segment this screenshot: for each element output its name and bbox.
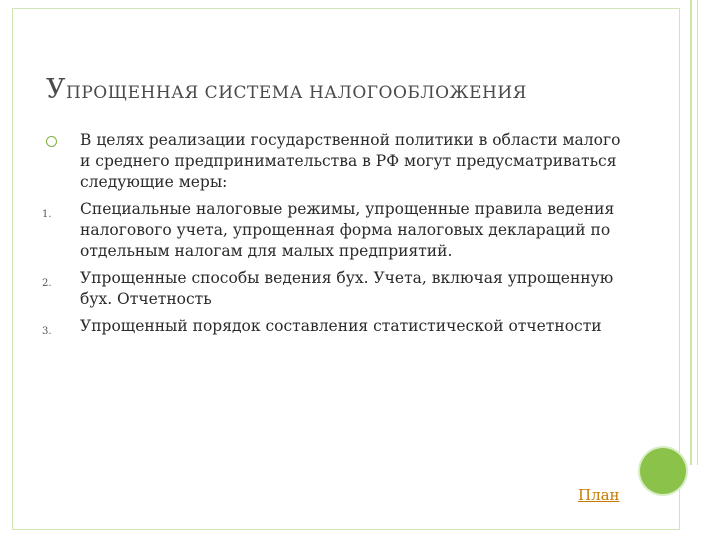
list-number: 1. [42, 209, 52, 220]
frame-decoration [690, 0, 692, 465]
list-item [42, 199, 632, 262]
green-circle-decoration [640, 448, 686, 494]
slide-title [46, 74, 666, 105]
circle-bullet-icon [46, 136, 57, 147]
frame-decoration-thin [697, 0, 698, 465]
list-number: 2. [42, 278, 52, 289]
list-number: 3. [42, 326, 52, 337]
list-item-text: Упрощенный порядок составления статистической отчетности [80, 317, 602, 335]
list-item-text: Специальные налоговые режимы, упрощенные правила ведения налогового учета, упрощенная форма налоговых деклараций по отдельным налогам для малых предприятий. [80, 200, 615, 260]
plan-link[interactable]: План [578, 486, 620, 504]
list-item [42, 316, 632, 337]
title-first-letter: У [46, 74, 67, 105]
title-rest: ПРОЩЕННАЯ СИСТЕМА НАЛОГООБЛОЖЕНИЯ [66, 83, 527, 103]
slide-content [42, 130, 632, 343]
list-item-text: Упрощенные способы ведения бух. Учета, включая упрощенную бух. Отчетность [80, 269, 614, 308]
list-item [42, 268, 632, 310]
intro-text: В целях реализации государственной политики в области малого и среднего предпринимательства в РФ могут предусматриваться следующие меры: [80, 131, 621, 191]
intro-paragraph [42, 130, 632, 193]
